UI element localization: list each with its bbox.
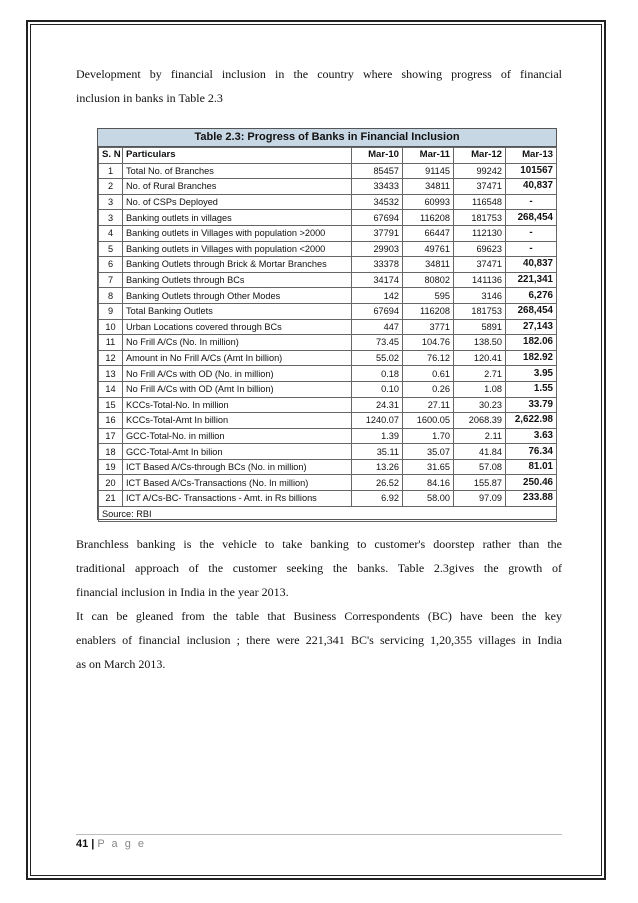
bc-line-2: enablers of financial inclusion ; there were 221,341 BC's servicing 1,20,355 villages in India xyxy=(76,633,562,647)
cell-mar-11: 58.00 xyxy=(403,491,454,507)
table-source-row xyxy=(99,506,557,521)
cell-particulars: GCC-Total-No. in million xyxy=(123,428,352,444)
cell-particulars: GCC-Total-Amt In bilion xyxy=(123,444,352,460)
cell-mar-11: 116208 xyxy=(403,303,454,319)
cell-mar-12: 116548 xyxy=(454,194,506,210)
cell-mar-13: - xyxy=(506,194,557,210)
cell-sn: 3 xyxy=(99,194,123,210)
table-row xyxy=(99,257,557,273)
cell-mar-11: 116208 xyxy=(403,210,454,226)
table-row xyxy=(99,444,557,460)
cell-mar-12: 120.41 xyxy=(454,350,506,366)
table-row xyxy=(99,459,557,475)
page-footer xyxy=(76,838,146,850)
cell-sn: 1 xyxy=(99,163,123,179)
cell-particulars: Amount in No Frill A/Cs (Amt In billion) xyxy=(123,350,352,366)
branchless-line-2: traditional approach of the customer seeking the banks. Table 2.3gives the growth of xyxy=(76,561,562,575)
cell-sn: 16 xyxy=(99,413,123,429)
cell-mar-13: 76.34 xyxy=(506,444,557,460)
table-row xyxy=(99,397,557,413)
cell-mar-12: 69623 xyxy=(454,241,506,257)
cell-mar-12: 155.87 xyxy=(454,475,506,491)
cell-mar-10: 73.45 xyxy=(352,335,403,351)
cell-sn: 13 xyxy=(99,366,123,382)
cell-mar-13: 81.01 xyxy=(506,459,557,475)
cell-sn: 6 xyxy=(99,257,123,273)
cell-mar-10: 34532 xyxy=(352,194,403,210)
cell-mar-13: 268,454 xyxy=(506,303,557,319)
page-label: P a g e xyxy=(97,838,146,850)
cell-mar-12: 141136 xyxy=(454,272,506,288)
cell-sn: 19 xyxy=(99,459,123,475)
cell-particulars: ICT Based A/Cs-Transactions (No. In million) xyxy=(123,475,352,491)
progress-table xyxy=(98,147,557,522)
table-row xyxy=(99,241,557,257)
cell-mar-13: 40,837 xyxy=(506,257,557,273)
cell-mar-12: 41.84 xyxy=(454,444,506,460)
cell-mar-11: 31.65 xyxy=(403,459,454,475)
header-mar-13: Mar-13 xyxy=(506,148,557,164)
cell-mar-12: 1.08 xyxy=(454,381,506,397)
table-row xyxy=(99,413,557,429)
table-row xyxy=(99,225,557,241)
cell-particulars: No. of Rural Branches xyxy=(123,179,352,195)
cell-particulars: ICT A/Cs-BC- Transactions - Amt. in Rs billions xyxy=(123,491,352,507)
cell-particulars: KCCs-Total-Amt In billion xyxy=(123,413,352,429)
cell-mar-12: 138.50 xyxy=(454,335,506,351)
table-row xyxy=(99,491,557,507)
footer-separator: | xyxy=(91,838,95,850)
table-row xyxy=(99,350,557,366)
cell-mar-11: 0.61 xyxy=(403,366,454,382)
table-row xyxy=(99,194,557,210)
table-row xyxy=(99,475,557,491)
cell-sn: 3 xyxy=(99,210,123,226)
cell-mar-13: 233.88 xyxy=(506,491,557,507)
cell-mar-10: 142 xyxy=(352,288,403,304)
cell-mar-11: 80802 xyxy=(403,272,454,288)
cell-mar-11: 66447 xyxy=(403,225,454,241)
cell-mar-12: 112130 xyxy=(454,225,506,241)
footer-rule xyxy=(76,834,562,835)
progress-table-image xyxy=(97,128,557,520)
header-mar-12: Mar-12 xyxy=(454,148,506,164)
cell-mar-11: 1600.05 xyxy=(403,413,454,429)
cell-sn: 17 xyxy=(99,428,123,444)
cell-mar-13: 182.92 xyxy=(506,350,557,366)
cell-sn: 5 xyxy=(99,241,123,257)
cell-mar-11: 49761 xyxy=(403,241,454,257)
cell-particulars: Urban Locations covered through BCs xyxy=(123,319,352,335)
cell-mar-10: 1240.07 xyxy=(352,413,403,429)
cell-mar-13: 3.63 xyxy=(506,428,557,444)
cell-sn: 11 xyxy=(99,335,123,351)
intro-paragraph xyxy=(76,62,562,110)
cell-particulars: Banking Outlets through BCs xyxy=(123,272,352,288)
table-row xyxy=(99,381,557,397)
cell-particulars: Banking Outlets through Brick & Mortar Branches xyxy=(123,257,352,273)
cell-mar-11: 104.76 xyxy=(403,335,454,351)
cell-particulars: No. of CSPs Deployed xyxy=(123,194,352,210)
header-sn: S. N xyxy=(99,148,123,164)
intro-line-2: inclusion in banks in Table 2.3 xyxy=(76,91,223,105)
cell-mar-13: 182.06 xyxy=(506,335,557,351)
cell-particulars: ICT Based A/Cs-through BCs (No. in million) xyxy=(123,459,352,475)
cell-mar-13: 6,276 xyxy=(506,288,557,304)
bc-paragraph xyxy=(76,604,562,676)
cell-mar-13: 101567 xyxy=(506,163,557,179)
cell-mar-10: 24.31 xyxy=(352,397,403,413)
cell-mar-10: 33433 xyxy=(352,179,403,195)
cell-sn: 4 xyxy=(99,225,123,241)
cell-mar-10: 447 xyxy=(352,319,403,335)
cell-mar-11: 35.07 xyxy=(403,444,454,460)
table-row xyxy=(99,303,557,319)
cell-mar-13: 221,341 xyxy=(506,272,557,288)
cell-mar-10: 37791 xyxy=(352,225,403,241)
cell-sn: 14 xyxy=(99,381,123,397)
cell-particulars: Total No. of Branches xyxy=(123,163,352,179)
cell-mar-11: 84.16 xyxy=(403,475,454,491)
cell-mar-11: 0.26 xyxy=(403,381,454,397)
cell-mar-10: 13.26 xyxy=(352,459,403,475)
cell-mar-10: 6.92 xyxy=(352,491,403,507)
cell-mar-12: 99242 xyxy=(454,163,506,179)
table-row xyxy=(99,335,557,351)
cell-mar-10: 67694 xyxy=(352,303,403,319)
branchless-line-1: Branchless banking is the vehicle to take banking to customer's doorstep rather than the xyxy=(76,537,562,551)
cell-mar-11: 3771 xyxy=(403,319,454,335)
cell-mar-10: 34174 xyxy=(352,272,403,288)
cell-sn: 18 xyxy=(99,444,123,460)
cell-mar-10: 0.18 xyxy=(352,366,403,382)
cell-mar-10: 85457 xyxy=(352,163,403,179)
cell-sn: 9 xyxy=(99,303,123,319)
branchless-paragraph xyxy=(76,532,562,604)
cell-mar-13: - xyxy=(506,241,557,257)
cell-sn: 2 xyxy=(99,179,123,195)
cell-sn: 15 xyxy=(99,397,123,413)
cell-mar-11: 76.12 xyxy=(403,350,454,366)
cell-mar-10: 35.11 xyxy=(352,444,403,460)
cell-sn: 21 xyxy=(99,491,123,507)
table-row xyxy=(99,366,557,382)
cell-particulars: Banking Outlets through Other Modes xyxy=(123,288,352,304)
table-row xyxy=(99,272,557,288)
cell-mar-11: 91145 xyxy=(403,163,454,179)
cell-mar-12: 2.11 xyxy=(454,428,506,444)
cell-mar-10: 0.10 xyxy=(352,381,403,397)
cell-sn: 12 xyxy=(99,350,123,366)
cell-mar-10: 55.02 xyxy=(352,350,403,366)
cell-mar-12: 2.71 xyxy=(454,366,506,382)
cell-mar-11: 34811 xyxy=(403,179,454,195)
cell-mar-13: 250.46 xyxy=(506,475,557,491)
cell-mar-13: - xyxy=(506,225,557,241)
table-row xyxy=(99,163,557,179)
table-row xyxy=(99,288,557,304)
cell-mar-12: 181753 xyxy=(454,210,506,226)
header-particulars: Particulars xyxy=(123,148,352,164)
cell-sn: 10 xyxy=(99,319,123,335)
cell-mar-12: 97.09 xyxy=(454,491,506,507)
cell-mar-10: 26.52 xyxy=(352,475,403,491)
table-title: Table 2.3: Progress of Banks in Financial Inclusion xyxy=(98,129,556,147)
intro-line-1: Development by financial inclusion in the country where showing progress of financial xyxy=(76,67,562,81)
cell-particulars: Banking outlets in Villages with population <2000 xyxy=(123,241,352,257)
cell-mar-12: 57.08 xyxy=(454,459,506,475)
cell-particulars: Banking outlets in Villages with population >2000 xyxy=(123,225,352,241)
cell-mar-10: 33378 xyxy=(352,257,403,273)
cell-mar-13: 40,837 xyxy=(506,179,557,195)
cell-mar-12: 3146 xyxy=(454,288,506,304)
cell-particulars: KCCs-Total-No. In million xyxy=(123,397,352,413)
cell-mar-13: 1.55 xyxy=(506,381,557,397)
cell-particulars: No Frill A/Cs (No. In million) xyxy=(123,335,352,351)
header-mar-11: Mar-11 xyxy=(403,148,454,164)
cell-mar-13: 33.79 xyxy=(506,397,557,413)
cell-mar-13: 27,143 xyxy=(506,319,557,335)
cell-particulars: No Frill A/Cs with OD (Amt In billion) xyxy=(123,381,352,397)
cell-sn: 8 xyxy=(99,288,123,304)
table-row xyxy=(99,319,557,335)
cell-mar-12: 2068.39 xyxy=(454,413,506,429)
cell-particulars: Total Banking Outlets xyxy=(123,303,352,319)
cell-mar-12: 30.23 xyxy=(454,397,506,413)
cell-sn: 20 xyxy=(99,475,123,491)
cell-mar-11: 1.70 xyxy=(403,428,454,444)
cell-mar-11: 34811 xyxy=(403,257,454,273)
table-row xyxy=(99,428,557,444)
cell-mar-12: 37471 xyxy=(454,257,506,273)
table-row xyxy=(99,179,557,195)
cell-mar-13: 2,622.98 xyxy=(506,413,557,429)
table-row xyxy=(99,210,557,226)
cell-mar-11: 60993 xyxy=(403,194,454,210)
cell-mar-13: 3.95 xyxy=(506,366,557,382)
cell-mar-13: 268,454 xyxy=(506,210,557,226)
cell-mar-12: 181753 xyxy=(454,303,506,319)
cell-mar-12: 37471 xyxy=(454,179,506,195)
cell-mar-10: 67694 xyxy=(352,210,403,226)
branchless-line-3: financial inclusion in India in the year 2013. xyxy=(76,585,289,599)
bc-line-1: It can be gleaned from the table that Business Correspondents (BC) have been the key xyxy=(76,609,562,623)
table-source: Source: RBI xyxy=(99,506,557,521)
page-number: 41 xyxy=(76,838,89,850)
cell-sn: 7 xyxy=(99,272,123,288)
cell-mar-11: 595 xyxy=(403,288,454,304)
cell-particulars: Banking outlets in villages xyxy=(123,210,352,226)
cell-mar-11: 27.11 xyxy=(403,397,454,413)
header-mar-10: Mar-10 xyxy=(352,148,403,164)
cell-mar-10: 1.39 xyxy=(352,428,403,444)
cell-mar-10: 29903 xyxy=(352,241,403,257)
bc-line-3: as on March 2013. xyxy=(76,657,166,671)
cell-particulars: No Frill A/Cs with OD (No. in million) xyxy=(123,366,352,382)
cell-mar-12: 5891 xyxy=(454,319,506,335)
table-header-row xyxy=(99,148,557,164)
